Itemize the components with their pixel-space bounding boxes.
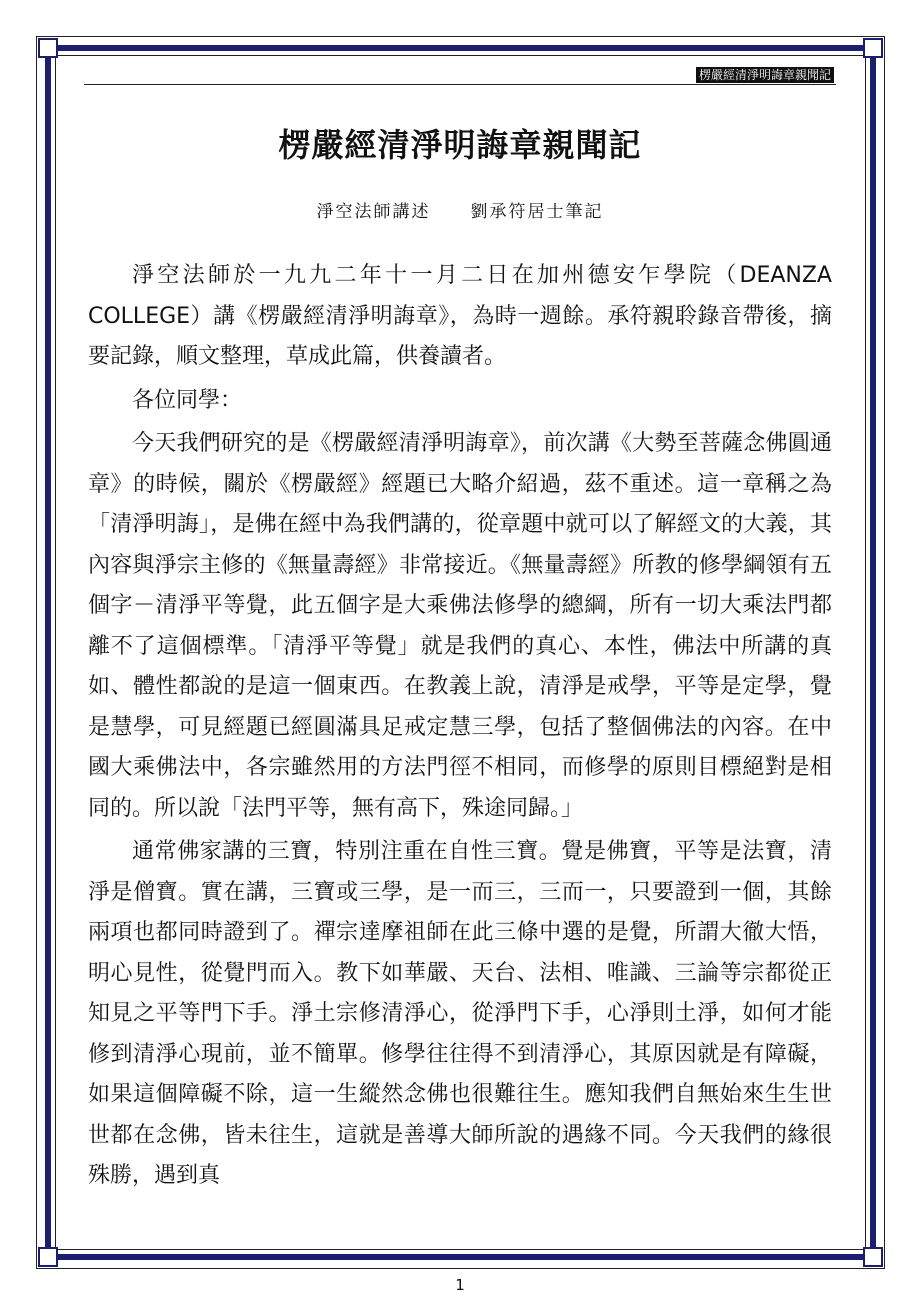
byline-recorder: 劉承符居士筆記: [470, 202, 604, 222]
paragraph: 淨空法師於一九九二年十一月二日在加州德安乍學院（DEANZA COLLEGE）講《楞嚴經清淨明誨章》，為時一週餘。承符親聆錄音帶後，摘要記錄，順文整理，草成此篇，供養讀者。: [88, 263, 832, 369]
paragraph: 各位同學：: [132, 387, 243, 413]
page-number: 1: [455, 1276, 465, 1294]
paragraph: 今天我們研究的是《楞嚴經清淨明誨章》，前次講《大勢至菩薩念佛圓通章》的時候，關於《楞嚴經》經題已大略介紹過，茲不重述。這一章稱之為「清淨明誨」，是佛在經中為我們講的，從章題中就可以了解經文的大義，其內容與淨宗主修的《無量壽經》非常接近。《無量壽經》所教的修學綱領有五個字－清淨平等覺，此五個字是大乘佛法修學的總綱，所有一切大乘法門都離不了這個標準。「清淨平等覺」就是我們的真心、本性，佛法中所講的真如、體性都說的是這一個東西。在教義上說，清淨是戒學，平等是定學，覺是慧學，可見經題已經圓滿具足戒定慧三學，包括了整個佛法的內容。在中國大乘佛法中，各宗雖然用的方法門徑不相同，而修學的原則目標絕對是相同的。所以說「法門平等，無有高下，殊途同歸。」: [88, 431, 832, 821]
paragraph: 通常佛家講的三寶，特別注重在自性三寶。覺是佛寶，平等是法寶，清淨是僧寶。實在講，三寶或三學，是一而三，三而一，只要證到一個，其餘兩項也都同時證到了。禪宗達摩祖師在此三條中選的是覺，所謂大徹大悟，明心見性，從覺門而入。教下如華嚴、天台、法相、唯識、三論等宗都從正知見之平等門下手。淨土宗修清淨心，從淨門下手，心淨則土淨，如何才能修到清淨心現前，並不簡單。修學往往得不到清淨心，其原因就是有障礙，如果這個障礙不除，這一生縱然念佛也很難往生。應知我們自無始來生生世世都在念佛，皆未往生，這就是善導大師所說的遇緣不同。今天我們的緣很殊勝，遇到真: [88, 839, 832, 1188]
document-title: 楞嚴經清淨明誨章親聞記: [278, 126, 642, 164]
document-body: [88, 256, 832, 1197]
border-corner-ornament: [38, 1247, 58, 1267]
byline-speaker: 淨空法師講述: [316, 202, 431, 222]
border-corner-ornament: [863, 1247, 883, 1267]
byline: [0, 197, 920, 222]
header-rule: [84, 84, 836, 85]
border-corner-ornament: [38, 38, 58, 58]
running-header-title: 楞嚴經清淨明誨章親聞記: [696, 67, 834, 83]
border-corner-ornament: [863, 38, 883, 58]
